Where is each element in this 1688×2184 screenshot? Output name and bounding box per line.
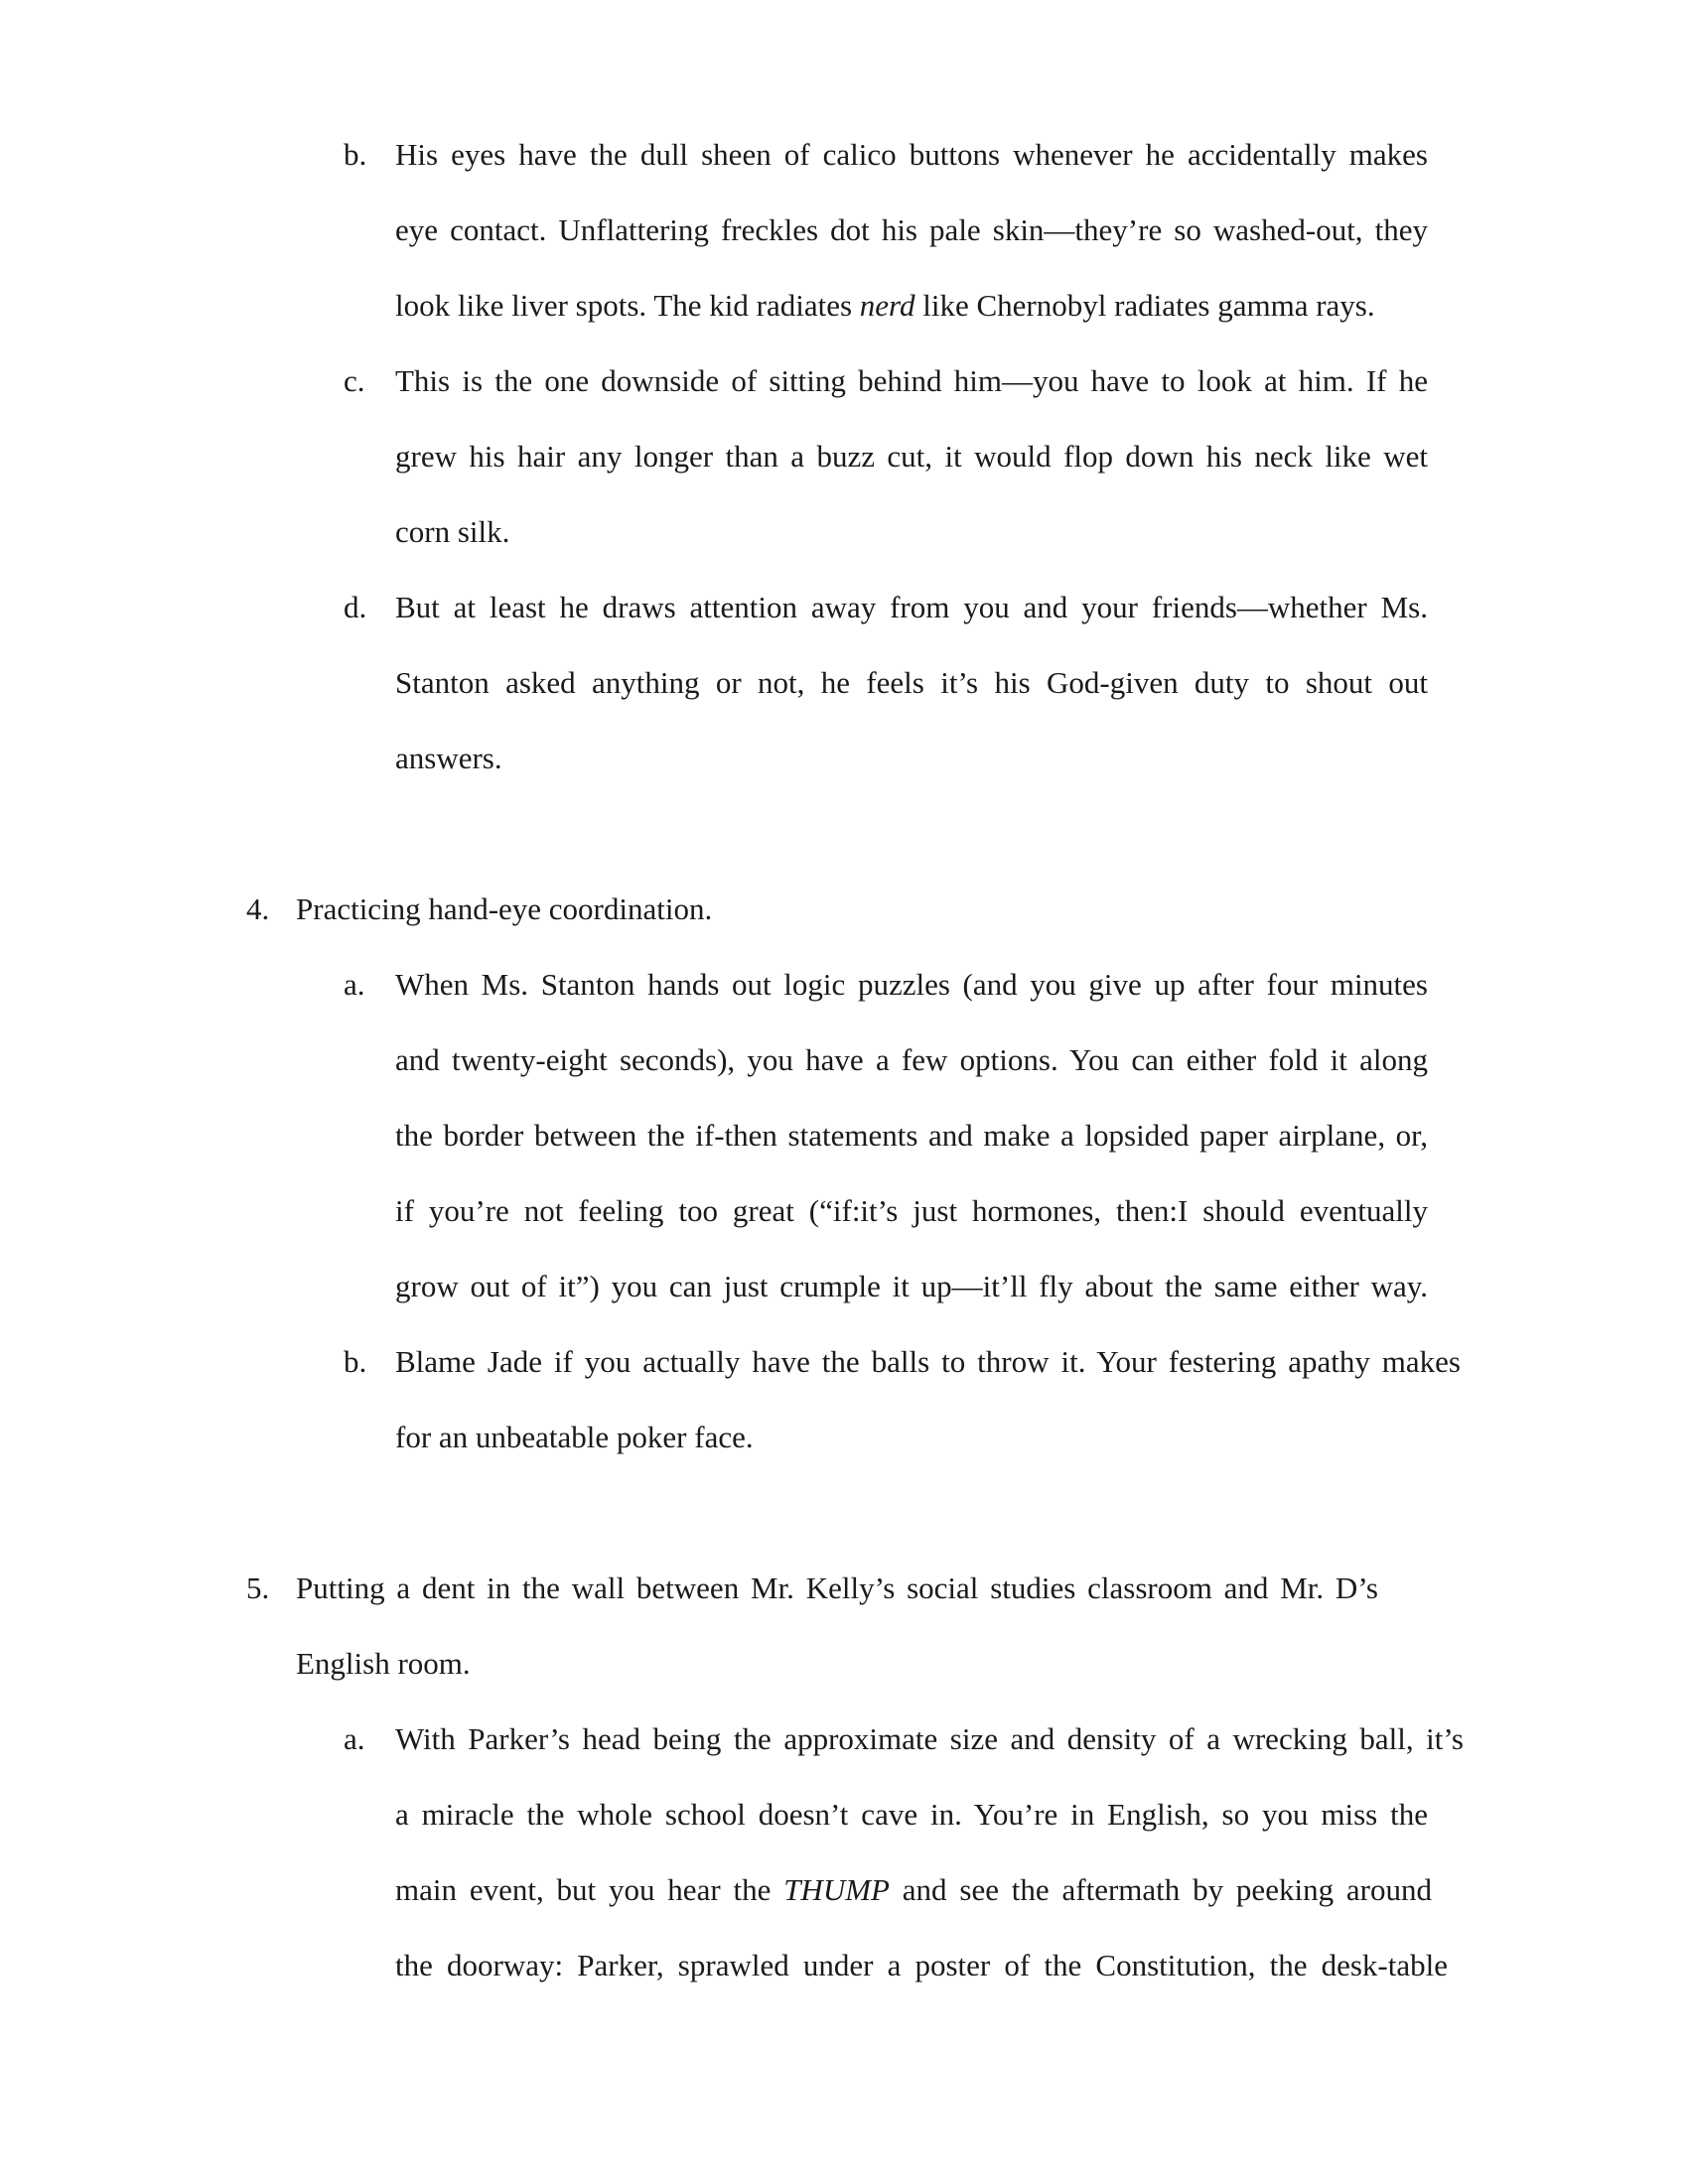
list-marker: d. bbox=[344, 590, 367, 624]
paragraph-line: With Parker’s head being the approximate size and density of a wrecking ball, it’s bbox=[395, 1721, 1464, 1756]
emphasis-text: THUMP bbox=[783, 1872, 890, 1907]
paragraph-line: and twenty-eight seconds), you have a few options. You can either fold it along bbox=[395, 1042, 1428, 1077]
paragraph-line: if you’re not feeling too great (“if:it’s just hormones, then:I should eventually bbox=[395, 1193, 1428, 1228]
list-marker: a. bbox=[344, 967, 365, 1002]
paragraph-line: When Ms. Stanton hands out logic puzzles (and you give up after four minutes bbox=[395, 967, 1428, 1002]
list-item-heading: English room. bbox=[296, 1646, 471, 1681]
paragraph-line: eye contact. Unflattering freckles dot his pale skin—they’re so washed-out, they bbox=[395, 212, 1428, 247]
paragraph-line: His eyes have the dull sheen of calico buttons whenever he accidentally makes bbox=[395, 137, 1428, 172]
list-marker: b. bbox=[344, 1344, 367, 1379]
paragraph-line: the doorway: Parker, sprawled under a poster of the Constitution, the desk-table bbox=[395, 1948, 1448, 1982]
paragraph-line: Blame Jade if you actually have the balls to throw it. Your festering apathy makes bbox=[395, 1344, 1461, 1379]
emphasis-text: nerd bbox=[859, 288, 915, 323]
paragraph-line: answers. bbox=[395, 741, 502, 775]
list-item-heading: Putting a dent in the wall between Mr. Kelly’s social studies classroom and Mr. D’s bbox=[296, 1570, 1378, 1605]
list-marker: a. bbox=[344, 1721, 365, 1756]
paragraph-line: the border between the if-then statements and make a lopsided paper airplane, or, bbox=[395, 1118, 1428, 1153]
paragraph-line: main event, but you hear the THUMP and see the aftermath by peeking around bbox=[395, 1872, 1432, 1907]
paragraph-line: But at least he draws attention away from you and your friends—whether Ms. bbox=[395, 590, 1428, 624]
paragraph-line: look like liver spots. The kid radiates nerd like Chernobyl radiates gamma rays. bbox=[395, 288, 1375, 323]
paragraph-line: grew his hair any longer than a buzz cut, it would flop down his neck like wet bbox=[395, 439, 1428, 474]
list-marker: 5. bbox=[246, 1570, 270, 1605]
list-marker: c. bbox=[344, 363, 365, 398]
paragraph-line: for an unbeatable poker face. bbox=[395, 1420, 754, 1454]
list-item-heading: Practicing hand-eye coordination. bbox=[296, 891, 713, 926]
paragraph-line: grow out of it”) you can just crumple it up—it’ll fly about the same either way. bbox=[395, 1269, 1428, 1303]
paragraph-line: Stanton asked anything or not, he feels it’s his God-given duty to shout out bbox=[395, 665, 1428, 700]
paragraph-line: corn silk. bbox=[395, 514, 510, 549]
paragraph-line: This is the one downside of sitting behind him—you have to look at him. If he bbox=[395, 363, 1428, 398]
list-marker: 4. bbox=[246, 891, 270, 926]
paragraph-line: a miracle the whole school doesn’t cave in. You’re in English, so you miss the bbox=[395, 1797, 1428, 1832]
list-marker: b. bbox=[344, 137, 367, 172]
